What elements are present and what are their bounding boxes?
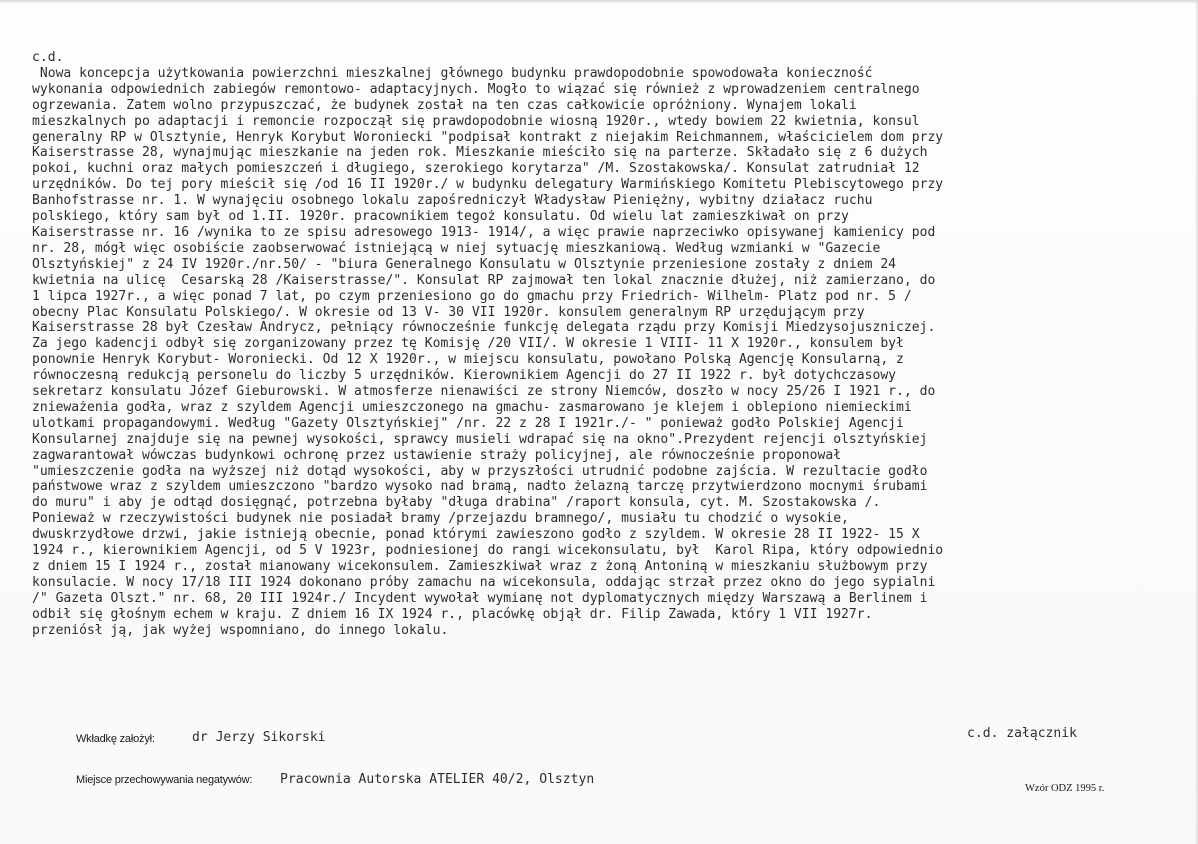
author-value: dr Jerzy Sikorski bbox=[192, 730, 326, 745]
document-body-text bbox=[32, 50, 1177, 639]
text-line: konsulacie. W nocy 17/18 III 1924 dokonano próby zamachu na wicekonsula, oddając strzał przez okno do jego sypialni bbox=[32, 574, 936, 590]
attachment-note: c.d. załącznik bbox=[967, 726, 1077, 741]
text-line: ulotkami propagandowymi. Według "Gazety Olsztyńskiej" /nr. 22 z 28 I 1921r./- " ponieważ godło Polskiej Agencji bbox=[32, 415, 904, 431]
text-line: Kaiserstrasse nr. 16 /wynika to ze spisu adresowego 1913- 1914/, a więc prawie naprzeciwko opisywanej kamienicy pod bbox=[32, 224, 936, 240]
text-line: z dniem 15 I 1924 r., został mianowany wicekonsulem. Zamieszkiwał wraz z żoną Antoniną w mieszkaniu służbowym przy bbox=[32, 559, 928, 574]
storage-label: Miejsce przechowywania negatywów: bbox=[76, 774, 253, 786]
text-line: sekretarz konsulatu Józef Gieburowski. W atmosferze nienawiści ze strony Niemców, doszło w nocy 25/26 I 1921 r., do bbox=[32, 384, 936, 400]
text-line: mieszkalnych po adaptacji i remoncie rozpoczął się prawdopodobnie wiosną 1920r., wtedy bowiem 22 kwietnia, konsul bbox=[32, 113, 920, 129]
text-line: 1924 r., kierownikiem Agencji, od 5 V 1923r, podniesionej do rangi wicekonsulatu, był Karol Ripa, który odpowiednio bbox=[32, 543, 944, 559]
text-line: "umieszczenie godła na wyższej niż dotąd wysokości, aby w przyszłości utrudnić podobne zajścia. W rezultacie godło bbox=[32, 463, 928, 479]
text-line: c.d. bbox=[32, 50, 64, 65]
text-line: Kaiserstrasse 28 był Czesław Andrycz, pełniący równocześnie funkcję delegata rządu przy Komisji Miedzysojuszniczej. bbox=[32, 320, 936, 336]
text-line: /" Gazeta Olszt." nr. 68, 20 III 1924r./ Incydent wywołał wymianę not dyplomatycznych między Warszawą a Berlinem i bbox=[32, 590, 928, 606]
text-line: zagwarantował wówczas budynkowi ochronę przez ustawienie straży policyjnej, ale równocześnie proponował bbox=[32, 447, 842, 463]
text-line: znieważenia godła, wraz z szyldem Agencji umieszczonego na gmachu- zasmarowano je klejem i oblepiono niemieckimi bbox=[32, 399, 912, 415]
text-line: przeniósł ją, jak wyżej wspomniano, do innego lokalu. bbox=[32, 622, 449, 638]
author-label: Wkładkę założył: bbox=[76, 733, 155, 745]
text-line: ogrzewania. Zatem wolno przypuszczać, że budynek został na ten czas całkowicie opróżniony. Wynajem lokali bbox=[32, 97, 857, 113]
text-line: urzędników. Do tej pory mieścił się /od 16 II 1920r./ w budynku delegatury Warmińskiego Komitetu Plebiscytowego przy bbox=[32, 177, 944, 193]
text-line: Nowa koncepcja użytkowania powierzchni mieszkalnej głównego budynku prawdopodobnie spowodowała konieczność bbox=[32, 65, 873, 81]
text-line: do muru" i aby je odtąd dosięgnąć, potrzebna byłaby "długa drabina" /raport konsula, cyt. M. Szostakowska /. bbox=[32, 495, 881, 511]
text-line: wykonania odpowiednich zabiegów remontowo- adaptacyjnych. Mogło to wiązać się również z wprowadzeniem centralnego bbox=[32, 81, 920, 97]
text-line: odbił się głośnym echem w kraju. Z dniem 16 IX 1924 r., placówkę objął dr. Filip Zawada, który 1 VII 1927r. bbox=[32, 606, 873, 622]
text-line: równoczesną redukcją personelu do liczby 5 urzędników. Kierownikiem Agencji do 27 II 1922 r. był dotychczasowy bbox=[32, 368, 897, 384]
text-line: pokoi, kuchni oraz małych pomieszczeń i długiego, szerokiego korytarza" /M. Szostakowska/. Konsulat zatrudniał 12 bbox=[32, 161, 920, 177]
text-line: ponownie Henryk Korybut- Woroniecki. Od 12 X 1920r., w miejscu konsulatu, powołano Polską Agencję Konsularną, z bbox=[32, 352, 904, 368]
page-edge-top bbox=[0, 0, 1198, 4]
form-code: Wzór ODZ 1995 r. bbox=[1025, 783, 1105, 794]
text-line: dwuskrzydłowe drzwi, jakie istnieją obecnie, ponad którymi zawieszono godło z szyldem. W okresie 28 II 1922- 15 X bbox=[32, 527, 920, 543]
text-line: Konsularnej znajduje się na pewnej wysokości, sprawcy musieli wdrapać się na okno".Prezydent rejencji olsztyńskiej bbox=[32, 431, 928, 447]
text-line: obecny Plac Konsulatu Polskiego/. W okresie od 13 V- 30 VII 1920r. konsulem generalnym RP urzędującym przy bbox=[32, 304, 865, 320]
storage-value: Pracownia Autorska ATELIER 40/2, Olsztyn bbox=[280, 772, 595, 787]
text-line: Za jego kadencji odbył się zorganizowany przez tę Komisję /20 VII/. W okresie 1 VIII- 11 X 1920r., konsulem był bbox=[32, 336, 904, 352]
text-line: państwowe wraz z szyldem umieszczono "bardzo wysoko nad bramą, nadto żelazną tarczę przytwierdzono mocnymi śrubami bbox=[32, 479, 928, 495]
text-line: kwietnia na ulicę Cesarską 28 /Kaiserstrasse/". Konsulat RP zajmował ten lokal znacznie dłużej, niż zamierzano, do bbox=[32, 272, 936, 288]
text-line: Ponieważ w rzeczywistości budynek nie posiadał bramy /przejazdu bramnego/, musiału tu chodzić o wysokie, bbox=[32, 511, 849, 527]
text-line: 1 lipca 1927r., a więc ponad 7 lat, po czym przeniesiono go do gmachu przy Friedrich- Wilhelm- Platz pod nr. 5 / bbox=[32, 288, 912, 304]
text-line: polskiego, który sam był od 1.II. 1920r. pracownikiem tegoż konsulatu. Od wielu lat zamieszkiwał on przy bbox=[32, 209, 849, 225]
text-line: generalny RP w Olsztynie, Henryk Korybut Woroniecki "podpisał kontrakt z niejakim Reichmannem, właścicielem dom przy bbox=[32, 129, 944, 145]
text-line: Olsztyńskiej" z 24 IV 1920r./nr.50/ - "biura Generalnego Konsulatu w Olsztynie przeniesione zostały z dniem 24 bbox=[32, 256, 897, 272]
text-line: nr. 28, mógł więc osobiście zaobserwować istniejącą w niej sytuację mieszkaniową. Według wzmianki w "Gazecie bbox=[32, 240, 881, 256]
text-line: Banhofstrasse nr. 1. W wynajęciu osobnego lokalu zapośredniczył Władysław Pieniężny, wybitny działacz ruchu bbox=[32, 193, 873, 209]
text-line: Kaiserstrasse 28, wynajmując mieszkanie na jeden rok. Mieszkanie mieściło się na parterze. Składało się z 6 dużych bbox=[32, 145, 928, 161]
